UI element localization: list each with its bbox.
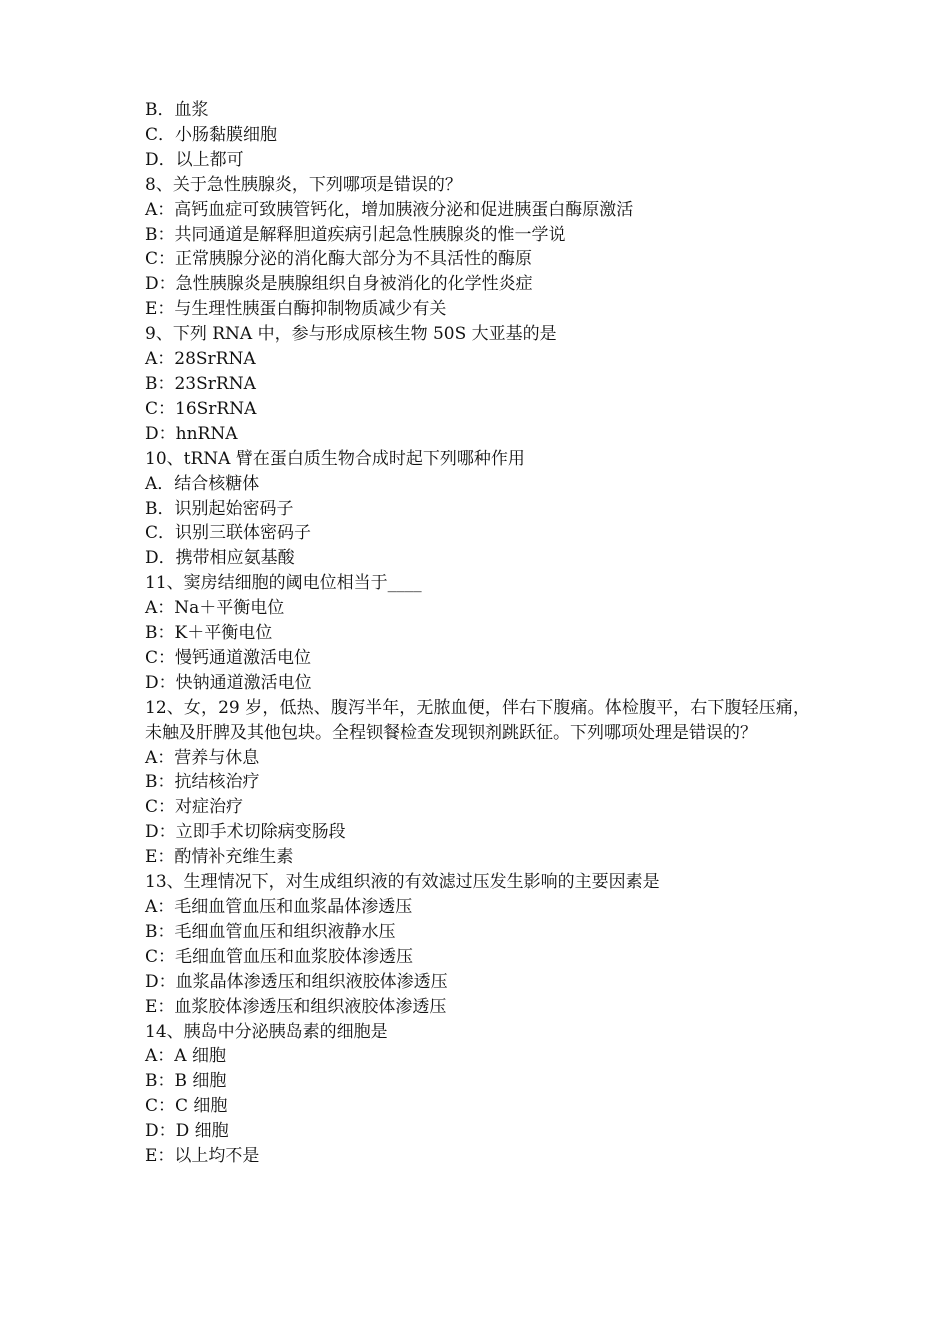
option-line: B：抗结核治疗 xyxy=(145,772,260,793)
option-line: E：血浆胶体渗透压和组织液胶体渗透压 xyxy=(145,996,447,1017)
question-11: 11、窦房结细胞的阈电位相当于____ xyxy=(145,573,422,594)
option-line: B．血浆 xyxy=(145,100,209,120)
option-line: A：A 细胞 xyxy=(145,1046,226,1067)
option-line: C．识别三联体密码子 xyxy=(145,523,312,544)
question-8: 8、关于急性胰腺炎，下列哪项是错误的？ xyxy=(145,174,462,195)
option-line: C：正常胰腺分泌的消化酶大部分为不具活性的酶原 xyxy=(145,249,533,270)
option-line: D：快钠通道激活电位 xyxy=(145,672,312,693)
option-line: B：B 细胞 xyxy=(145,1071,227,1092)
option-line: C：毛细血管血压和血浆胶体渗透压 xyxy=(145,946,414,967)
question-9: 9、下列 RNA 中，参与形成原核生物 50S 大亚基的是 xyxy=(145,324,557,345)
option-line: B：K＋平衡电位 xyxy=(145,623,273,644)
exam-questions-text xyxy=(145,98,810,1169)
option-line: A：高钙血症可致胰管钙化，增加胰液分泌和促进胰蛋白酶原激活 xyxy=(145,199,634,220)
question-14: 14、胰岛中分泌胰岛素的细胞是 xyxy=(145,1021,388,1042)
option-line: D：D 细胞 xyxy=(145,1121,229,1142)
option-line: C．小肠黏膜细胞 xyxy=(145,124,278,145)
option-line: B：23SrRNA xyxy=(145,373,256,394)
option-line: D：血浆晶体渗透压和组织液胶体渗透压 xyxy=(145,971,448,992)
option-line: D：急性胰腺炎是胰腺组织自身被消化的化学性炎症 xyxy=(145,274,533,295)
option-line: A．结合核糖体 xyxy=(145,473,260,494)
question-10: 10、tRNA 臂在蛋白质生物合成时起下列哪种作用 xyxy=(145,448,525,469)
option-line: D：hnRNA xyxy=(145,423,238,444)
option-line: D．以上都可 xyxy=(145,149,244,170)
option-line: B．识别起始密码子 xyxy=(145,498,294,519)
option-line: B：毛细血管血压和组织液静水压 xyxy=(145,921,396,942)
option-line: C：C 细胞 xyxy=(145,1096,228,1117)
option-line: D：立即手术切除病变肠段 xyxy=(145,822,346,843)
option-line: E：酌情补充维生素 xyxy=(145,847,294,868)
option-line: A：28SrRNA xyxy=(145,349,256,370)
question-12: 12、女，29 岁，低热、腹泻半年，无脓血便，伴右下腹痛。体检腹平，右下腹轻压痛，未触及肝脾及其他包块。全程钡餐检查发现钡剂跳跃征。下列哪项处理是错误的？ xyxy=(145,697,810,743)
option-line: E：以上均不是 xyxy=(145,1146,260,1167)
option-line: B：共同通道是解释胆道疾病引起急性胰腺炎的惟一学说 xyxy=(145,224,566,245)
option-line: A：营养与休息 xyxy=(145,747,260,768)
option-line: C：对症治疗 xyxy=(145,797,244,818)
option-line: C：16SrRNA xyxy=(145,398,257,419)
option-line: E：与生理性胰蛋白酶抑制物质减少有关 xyxy=(145,299,447,320)
option-line: D．携带相应氨基酸 xyxy=(145,548,295,569)
option-line: A：毛细血管血压和血浆晶体渗透压 xyxy=(145,897,413,917)
question-13: 13、生理情况下，对生成组织液的有效滤过压发生影响的主要因素是 xyxy=(145,872,660,893)
option-line: A：Na＋平衡电位 xyxy=(145,598,285,619)
option-line: C：慢钙通道激活电位 xyxy=(145,647,312,668)
